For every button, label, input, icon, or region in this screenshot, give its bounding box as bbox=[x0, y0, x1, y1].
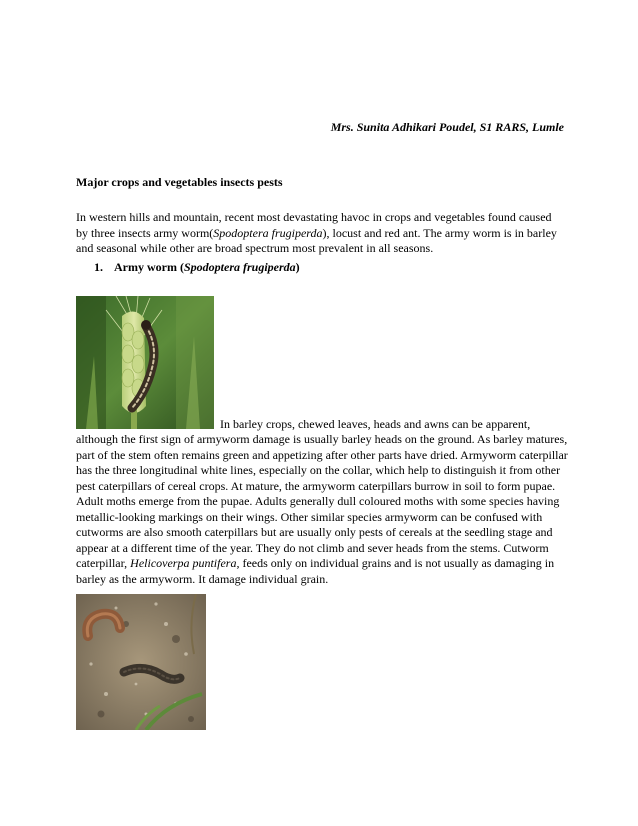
intro-text-1: In western hills and mountain, recent most devastating havoc in crops and vegetables found caused by three insects army worm( bbox=[76, 210, 552, 240]
list-item-species-name: Spodoptera frugiperda bbox=[183, 260, 296, 274]
list-item-label-end: ) bbox=[295, 260, 300, 274]
body-first-line: In barley crops, chewed leaves, heads and awns can be apparent, bbox=[220, 417, 531, 431]
list-item-army-worm bbox=[94, 260, 300, 275]
section-heading: Major crops and vegetables insects pests bbox=[76, 175, 283, 189]
body-species-name: Helicoverpa puntifera, bbox=[130, 556, 240, 570]
author-line: Mrs. Sunita Adhikari Poudel, S1 RARS, Lumle bbox=[330, 120, 564, 134]
caterpillar-on-barley-photo bbox=[76, 296, 214, 429]
list-item-label: Army worm ( bbox=[114, 260, 184, 274]
intro-species-name: Spodoptera frugiperda bbox=[213, 225, 323, 240]
list-item-number: 1. bbox=[94, 260, 103, 274]
intro-text-2: ), locust and red ant. The army worm is in barley and seasonal while other are broad spectrum most prevalent in all seasons. bbox=[76, 225, 557, 255]
body-paragraph bbox=[76, 432, 568, 587]
intro-paragraph bbox=[76, 210, 566, 257]
body-text-1: although the first sign of armyworm damage is usually barley heads on the ground. As barley matures, part of the stem often remains green and appetizing after other parts have dried. Armyworm caterpillar has the three longitudinal white lines, especially on the collar, which help to distinguish it from other pest caterpillars of cereal crops. At mature, the armyworm caterpillars burrow in soil to form pupae. Adult moths emerge from the pupae. Adults generally dull coloured moths with some species having metallic-looking markings on their wings. Other similar species armyworm can be confused with cutworms are also smooth caterpillars but are usually only pests of cereals at the seedling stage and appear at a different time of the year. They do not climb and sever heads from the stems. Cutworm caterpillar, bbox=[76, 432, 568, 570]
body-text-2: feeds only on individual grains and is not usually as damaging in barley as the armyworm. It damage individual grain. bbox=[76, 556, 555, 586]
cutworm-on-soil-photo bbox=[76, 594, 206, 730]
